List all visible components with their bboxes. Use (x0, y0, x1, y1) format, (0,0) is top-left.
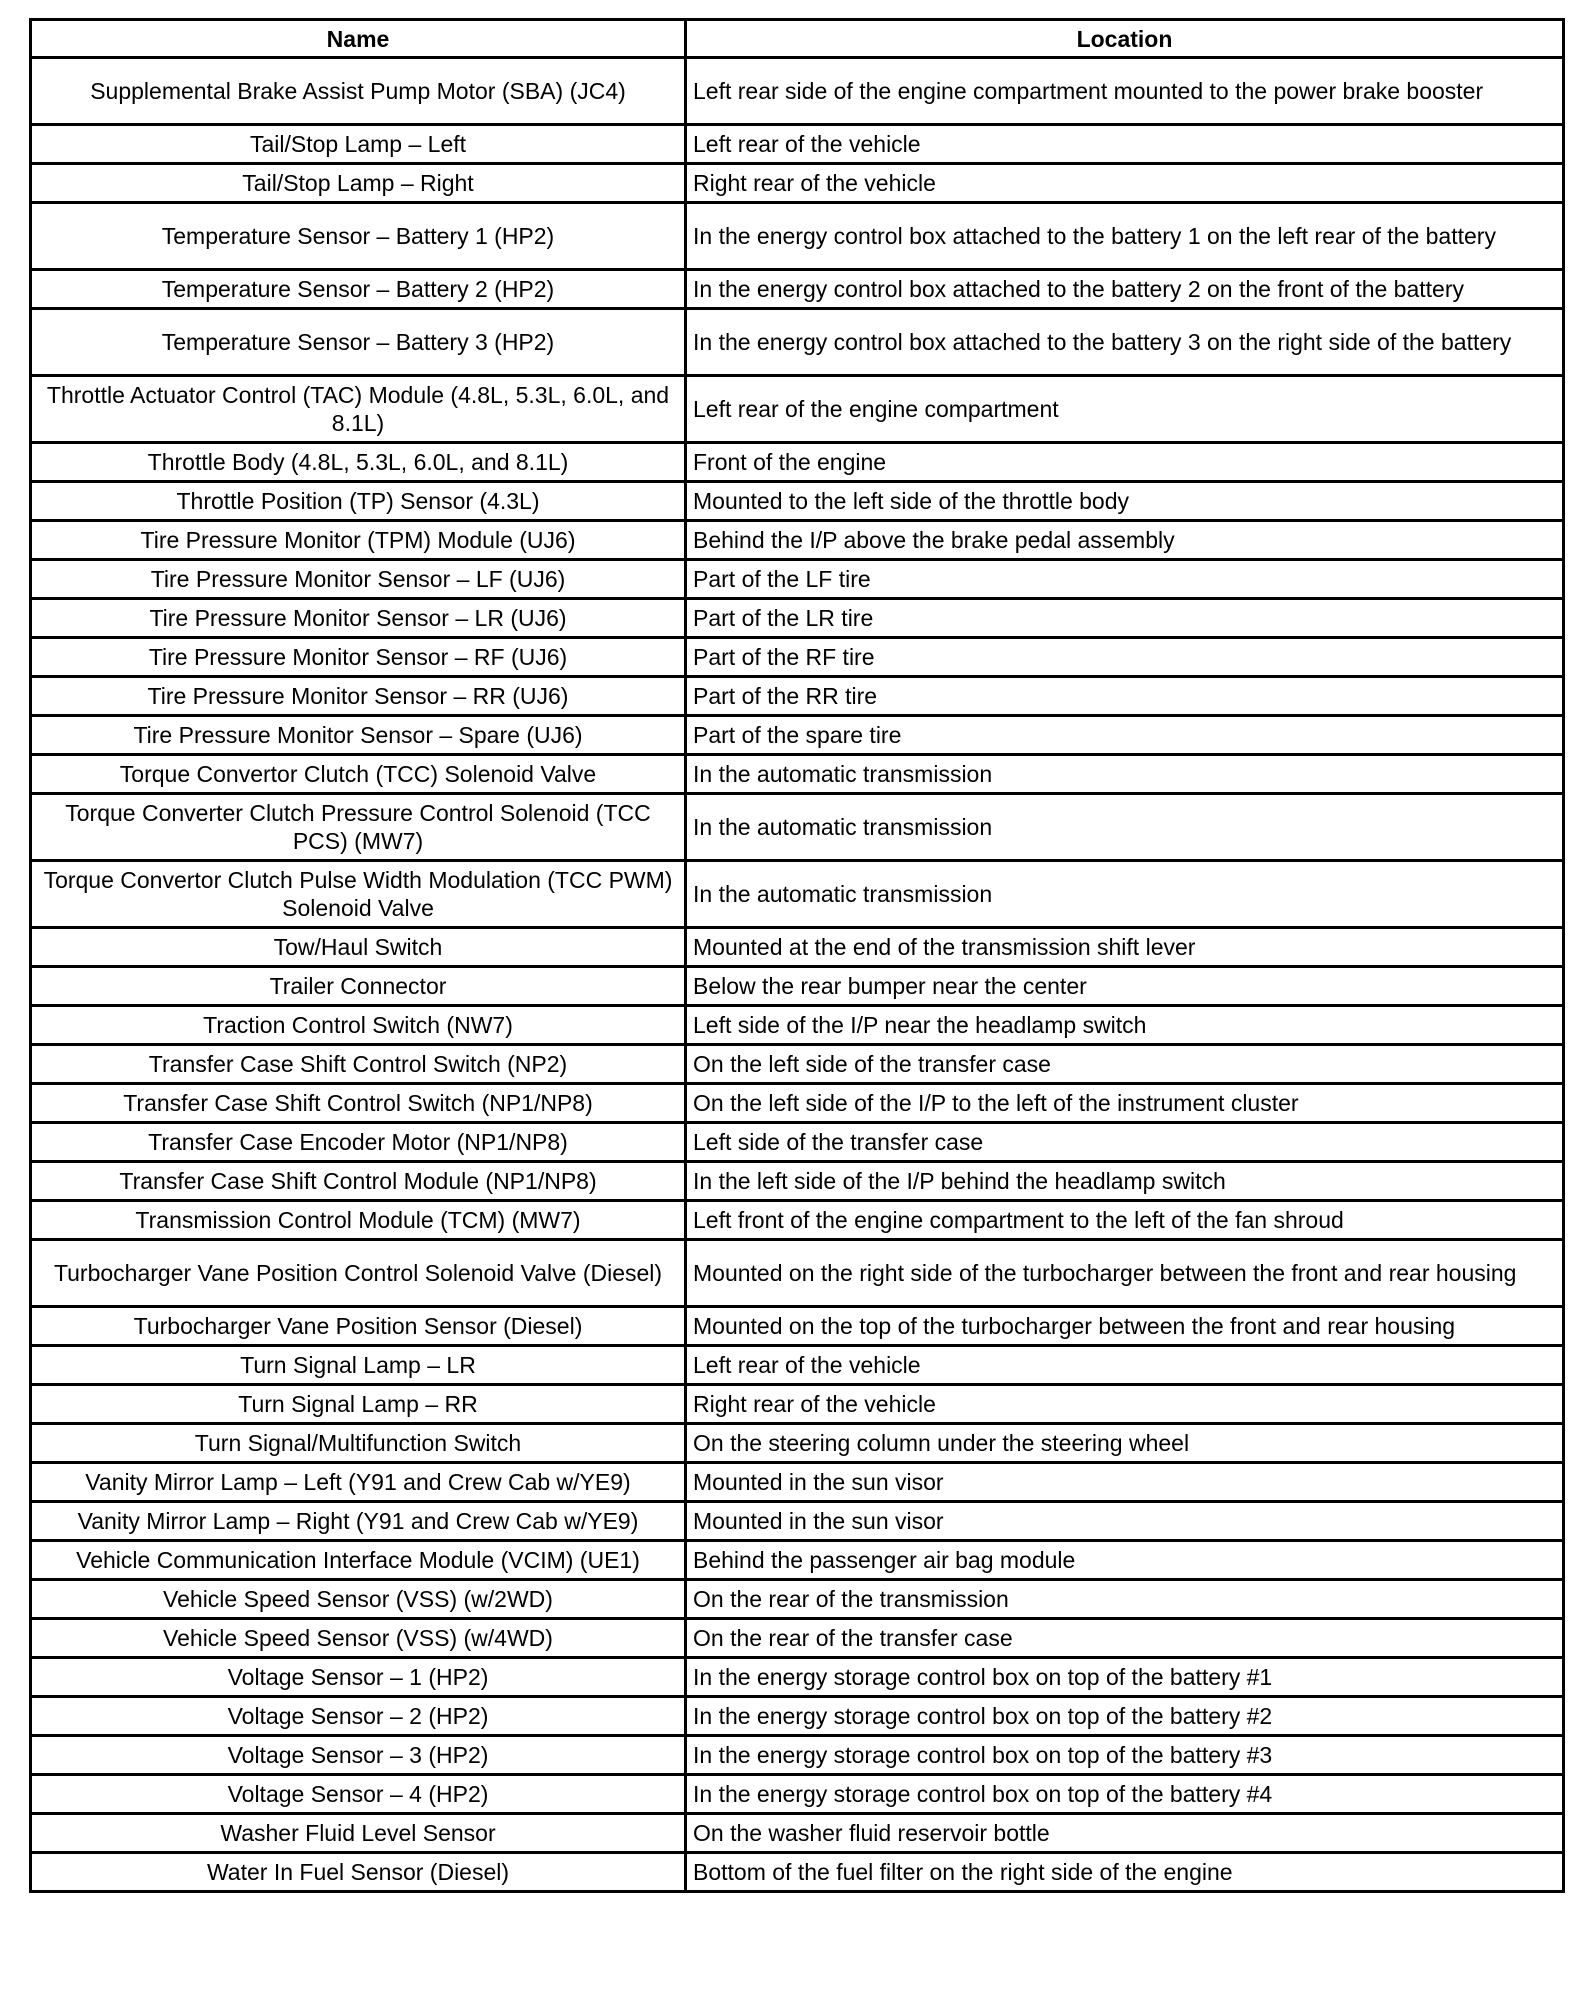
table-row (31, 677, 1564, 716)
component-location: Mounted in the sun visor (686, 1463, 1564, 1502)
component-name: Vanity Mirror Lamp – Left (Y91 and Crew Cab w/YE9) (31, 1463, 686, 1502)
component-location: Behind the I/P above the brake pedal assembly (686, 521, 1564, 560)
table-row (31, 560, 1564, 599)
component-location: In the left side of the I/P behind the headlamp switch (686, 1162, 1564, 1201)
component-name: Turn Signal/Multifunction Switch (31, 1424, 686, 1463)
component-location: Mounted in the sun visor (686, 1502, 1564, 1541)
table-row (31, 164, 1564, 203)
component-location: Right rear of the vehicle (686, 1385, 1564, 1424)
header-name: Name (31, 20, 686, 58)
table-row (31, 443, 1564, 482)
component-location: Part of the RF tire (686, 638, 1564, 677)
component-location-table-wrapper (29, 18, 1562, 1893)
table-row (31, 125, 1564, 164)
table-row (31, 1123, 1564, 1162)
table-row (31, 1084, 1564, 1123)
component-location: On the left side of the transfer case (686, 1045, 1564, 1084)
component-location: Bottom of the fuel filter on the right side of the engine (686, 1853, 1564, 1892)
table-row (31, 270, 1564, 309)
table-row (31, 794, 1564, 861)
component-name: Tire Pressure Monitor Sensor – LR (UJ6) (31, 599, 686, 638)
component-name: Turn Signal Lamp – LR (31, 1346, 686, 1385)
component-location: On the rear of the transfer case (686, 1619, 1564, 1658)
component-name: Voltage Sensor – 4 (HP2) (31, 1775, 686, 1814)
table-row (31, 521, 1564, 560)
component-name: Throttle Body (4.8L, 5.3L, 6.0L, and 8.1L) (31, 443, 686, 482)
component-name: Torque Convertor Clutch (TCC) Solenoid Valve (31, 755, 686, 794)
component-name: Torque Convertor Clutch Pulse Width Modulation (TCC PWM) Solenoid Valve (31, 861, 686, 928)
header-location: Location (686, 20, 1564, 58)
component-location: In the energy control box attached to the battery 1 on the left rear of the battery (686, 203, 1564, 270)
component-location: In the energy storage control box on top of the battery #2 (686, 1697, 1564, 1736)
table-row (31, 1162, 1564, 1201)
table-row (31, 1006, 1564, 1045)
component-location: On the washer fluid reservoir bottle (686, 1814, 1564, 1853)
table-row (31, 203, 1564, 270)
component-name: Tire Pressure Monitor Sensor – Spare (UJ6) (31, 716, 686, 755)
component-location: In the energy storage control box on top of the battery #4 (686, 1775, 1564, 1814)
component-name: Temperature Sensor – Battery 1 (HP2) (31, 203, 686, 270)
component-location: Left rear side of the engine compartment mounted to the power brake booster (686, 58, 1564, 125)
component-location: Mounted on the top of the turbocharger between the front and rear housing (686, 1307, 1564, 1346)
component-location: In the automatic transmission (686, 755, 1564, 794)
table-row (31, 376, 1564, 443)
component-name: Transmission Control Module (TCM) (MW7) (31, 1201, 686, 1240)
component-name: Tire Pressure Monitor (TPM) Module (UJ6) (31, 521, 686, 560)
table-row (31, 309, 1564, 376)
component-name: Vehicle Communication Interface Module (VCIM) (UE1) (31, 1541, 686, 1580)
component-name: Throttle Position (TP) Sensor (4.3L) (31, 482, 686, 521)
component-name: Vehicle Speed Sensor (VSS) (w/2WD) (31, 1580, 686, 1619)
table-row (31, 1619, 1564, 1658)
table-row (31, 1240, 1564, 1307)
component-location: On the steering column under the steering wheel (686, 1424, 1564, 1463)
component-name: Vanity Mirror Lamp – Right (Y91 and Crew Cab w/YE9) (31, 1502, 686, 1541)
component-location: Mounted to the left side of the throttle body (686, 482, 1564, 521)
table-row (31, 1541, 1564, 1580)
table-row (31, 1307, 1564, 1346)
component-location: Part of the LF tire (686, 560, 1564, 599)
component-location: Behind the passenger air bag module (686, 1541, 1564, 1580)
component-location: In the automatic transmission (686, 794, 1564, 861)
component-name: Voltage Sensor – 3 (HP2) (31, 1736, 686, 1775)
component-location: In the automatic transmission (686, 861, 1564, 928)
table-row (31, 1775, 1564, 1814)
component-name: Trailer Connector (31, 967, 686, 1006)
component-location: Mounted on the right side of the turbocharger between the front and rear housing (686, 1240, 1564, 1307)
component-location: On the left side of the I/P to the left of the instrument cluster (686, 1084, 1564, 1123)
table-body (31, 58, 1564, 1892)
component-name: Tire Pressure Monitor Sensor – RF (UJ6) (31, 638, 686, 677)
component-location: Right rear of the vehicle (686, 164, 1564, 203)
table-row (31, 1853, 1564, 1892)
component-location: In the energy control box attached to the battery 2 on the front of the battery (686, 270, 1564, 309)
component-location: Left front of the engine compartment to the left of the fan shroud (686, 1201, 1564, 1240)
table-row (31, 716, 1564, 755)
table-row (31, 861, 1564, 928)
component-name: Transfer Case Encoder Motor (NP1/NP8) (31, 1123, 686, 1162)
table-row (31, 1736, 1564, 1775)
component-name: Traction Control Switch (NW7) (31, 1006, 686, 1045)
component-location: In the energy control box attached to the battery 3 on the right side of the battery (686, 309, 1564, 376)
component-name: Tire Pressure Monitor Sensor – LF (UJ6) (31, 560, 686, 599)
component-name: Water In Fuel Sensor (Diesel) (31, 1853, 686, 1892)
component-location: Below the rear bumper near the center (686, 967, 1564, 1006)
component-name: Transfer Case Shift Control Switch (NP1/NP8) (31, 1084, 686, 1123)
component-location: Part of the spare tire (686, 716, 1564, 755)
table-row (31, 1385, 1564, 1424)
table-row (31, 967, 1564, 1006)
component-name: Washer Fluid Level Sensor (31, 1814, 686, 1853)
component-name: Voltage Sensor – 2 (HP2) (31, 1697, 686, 1736)
table-row (31, 638, 1564, 677)
component-location: Left rear of the vehicle (686, 125, 1564, 164)
table-row (31, 1697, 1564, 1736)
table-row (31, 599, 1564, 638)
table-row (31, 755, 1564, 794)
component-location: Mounted at the end of the transmission shift lever (686, 928, 1564, 967)
component-location: Part of the LR tire (686, 599, 1564, 638)
component-location: Left rear of the vehicle (686, 1346, 1564, 1385)
component-location: Part of the RR tire (686, 677, 1564, 716)
table-row (31, 1346, 1564, 1385)
component-location: Left rear of the engine compartment (686, 376, 1564, 443)
table-row (31, 1580, 1564, 1619)
component-location: In the energy storage control box on top of the battery #3 (686, 1736, 1564, 1775)
component-location: On the rear of the transmission (686, 1580, 1564, 1619)
component-name: Tail/Stop Lamp – Left (31, 125, 686, 164)
component-name: Supplemental Brake Assist Pump Motor (SBA) (JC4) (31, 58, 686, 125)
component-name: Vehicle Speed Sensor (VSS) (w/4WD) (31, 1619, 686, 1658)
component-location-table (29, 18, 1565, 1893)
component-location: Left side of the transfer case (686, 1123, 1564, 1162)
component-name: Throttle Actuator Control (TAC) Module (4.8L, 5.3L, 6.0L, and 8.1L) (31, 376, 686, 443)
table-row (31, 482, 1564, 521)
component-name: Turn Signal Lamp – RR (31, 1385, 686, 1424)
table-row (31, 1814, 1564, 1853)
component-location: In the energy storage control box on top of the battery #1 (686, 1658, 1564, 1697)
table-row (31, 1045, 1564, 1084)
component-location: Left side of the I/P near the headlamp switch (686, 1006, 1564, 1045)
component-name: Turbocharger Vane Position Sensor (Diesel) (31, 1307, 686, 1346)
component-name: Temperature Sensor – Battery 3 (HP2) (31, 309, 686, 376)
table-row (31, 1201, 1564, 1240)
component-name: Transfer Case Shift Control Module (NP1/NP8) (31, 1162, 686, 1201)
component-name: Transfer Case Shift Control Switch (NP2) (31, 1045, 686, 1084)
table-row (31, 1502, 1564, 1541)
table-row (31, 58, 1564, 125)
component-name: Tail/Stop Lamp – Right (31, 164, 686, 203)
component-name: Temperature Sensor – Battery 2 (HP2) (31, 270, 686, 309)
component-name: Turbocharger Vane Position Control Solenoid Valve (Diesel) (31, 1240, 686, 1307)
table-row (31, 928, 1564, 967)
component-name: Tow/Haul Switch (31, 928, 686, 967)
component-location: Front of the engine (686, 443, 1564, 482)
component-name: Voltage Sensor – 1 (HP2) (31, 1658, 686, 1697)
component-name: Torque Converter Clutch Pressure Control Solenoid (TCC PCS) (MW7) (31, 794, 686, 861)
component-name: Tire Pressure Monitor Sensor – RR (UJ6) (31, 677, 686, 716)
table-header-row (31, 20, 1564, 58)
table-row (31, 1658, 1564, 1697)
table-row (31, 1424, 1564, 1463)
table-row (31, 1463, 1564, 1502)
